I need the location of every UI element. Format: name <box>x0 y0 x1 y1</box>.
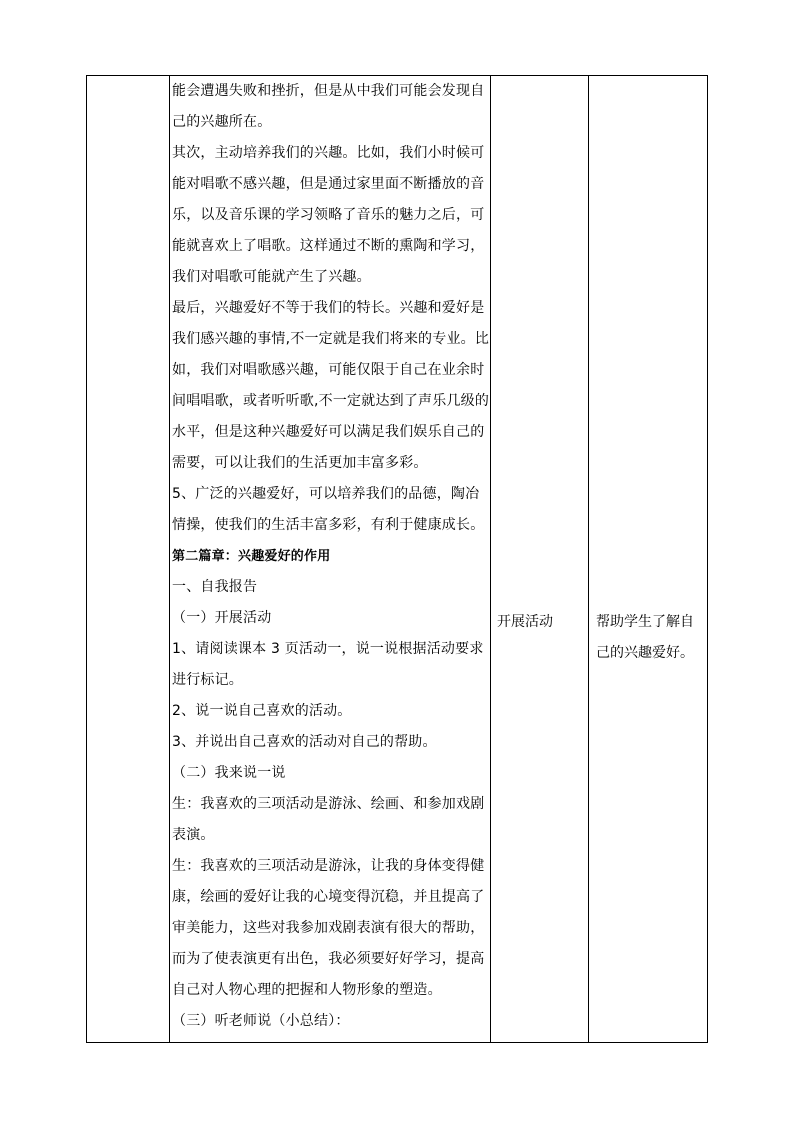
section-title: 一、自我报告 <box>172 579 258 595</box>
subsection-title: （二）我来说一说 <box>172 765 286 781</box>
purpose-cell: 帮助学生了解自己的兴趣爱好。 <box>596 614 694 661</box>
column-divider <box>588 76 589 1042</box>
paragraph: 能会遭遇失败和挫折，但是从中我们可能会发现自己的兴趣所在。 <box>172 83 485 130</box>
column-divider <box>169 76 170 1042</box>
list-item: 2、说一说自己喜欢的活动。 <box>172 703 352 719</box>
student-answer: 生：我喜欢的三项活动是游泳，让我的身体变得健康，绘画的爱好让我的心境变得沉稳，并且提高了审美能力，这些对我参加戏剧表演有很大的帮助，而为了使表演更有出色，我必须要好好学习，提高自己对人物心理的把握和人物形象的塑造。 <box>172 858 485 998</box>
paragraph: 其次，主动培养我们的兴趣。比如，我们小时候可能对唱歌不感兴趣，但是通过家里面不断播放的音乐，以及音乐课的学习领略了音乐的魅力之后，可能就喜欢上了唱歌。这样通过不断的熏陶和学习，我们对唱歌可能就产生了兴趣。 <box>172 145 485 285</box>
subsection-title: （一）开展活动 <box>172 610 272 626</box>
paragraph: 最后，兴趣爱好不等于我们的特长。兴趣和爱好是我们感兴趣的事情,不一定就是我们将来的专业。比如，我们对唱歌感兴趣，可能仅限于自己在业余时间唱唱歌，或者听听歌,不一定就达到了声乐几级的水平，但是这种兴趣爱好可以满足我们娱乐自己的需要，可以让我们的生活更加丰富多彩。 <box>172 300 490 471</box>
student-answer: 生：我喜欢的三项活动是游泳、绘画、和参加戏剧表演。 <box>172 796 485 843</box>
teaching-process-column <box>172 76 490 1037</box>
activity-cell: 开展活动 <box>497 614 553 630</box>
list-item: 1、请阅读课本 3 页活动一，说一说根据活动要求进行标记。 <box>172 641 484 688</box>
subsection-title: （三）听老师说（小总结）： <box>172 1013 350 1029</box>
chapter-heading: 第二篇章：兴趣爱好的作用 <box>172 549 331 564</box>
lesson-plan-table <box>86 75 708 1043</box>
paragraph: 5、广泛的兴趣爱好，可以培养我们的品德，陶冶情操，使我们的生活丰富多彩，有利于健康成长。 <box>172 486 485 533</box>
column-divider <box>490 76 491 1042</box>
list-item: 3、并说出自己喜欢的活动对自己的帮助。 <box>172 734 437 750</box>
